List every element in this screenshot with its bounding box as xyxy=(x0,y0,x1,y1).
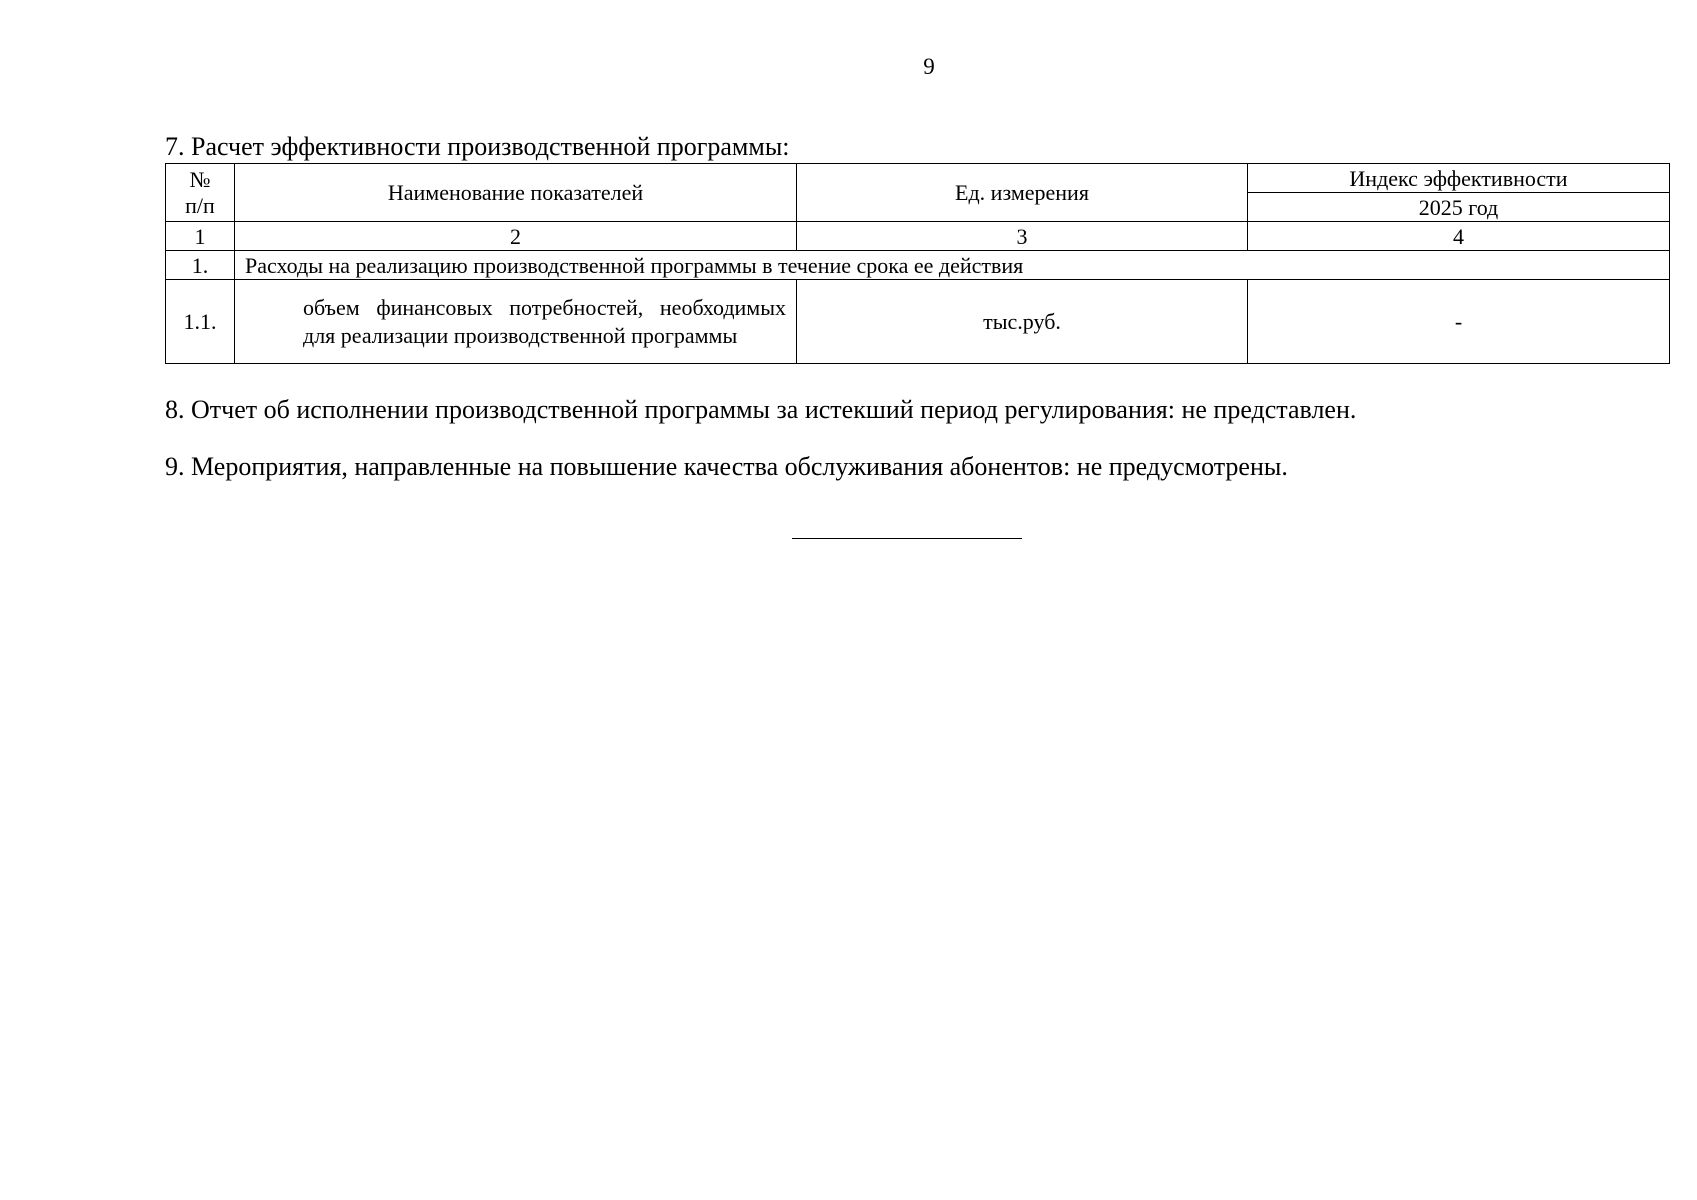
efficiency-table xyxy=(165,163,1670,364)
group-num: 1. xyxy=(166,251,235,280)
group-row xyxy=(166,251,1670,280)
row-name: объем финансовых потребностей, необходимых для реализации производственной программы xyxy=(235,280,797,364)
end-divider-line xyxy=(792,538,1022,539)
header-unit: Ед. измерения xyxy=(797,164,1248,222)
page-number: 9 xyxy=(923,54,935,79)
section-8-text: 8. Отчет об исполнении производственной программы за истекший период регулирования: не представлен. xyxy=(165,395,1357,424)
header-num-line2: п/п xyxy=(185,192,215,218)
header-year: 2025 год xyxy=(1248,193,1670,222)
column-number-3: 3 xyxy=(797,222,1248,251)
header-name: Наименование показателей xyxy=(235,164,797,222)
table-row xyxy=(166,280,1670,364)
header-num-cell xyxy=(166,164,235,222)
column-numbers-row xyxy=(166,222,1670,251)
header-num-line1: № xyxy=(189,166,211,192)
table-header-row xyxy=(166,164,1670,193)
column-number-4: 4 xyxy=(1248,222,1670,251)
section-7-heading: 7. Расчет эффективности производственной программы: xyxy=(165,132,790,161)
column-number-1: 1 xyxy=(166,222,235,251)
header-index: Индекс эффективности xyxy=(1248,164,1670,193)
row-value: - xyxy=(1248,280,1670,364)
row-num: 1.1. xyxy=(166,280,235,364)
column-number-2: 2 xyxy=(235,222,797,251)
row-unit: тыс.руб. xyxy=(797,280,1248,364)
efficiency-table-container xyxy=(165,163,1669,364)
group-label: Расходы на реализацию производственной программы в течение срока ее действия xyxy=(235,251,1670,280)
section-9-text: 9. Мероприятия, направленные на повышение качества обслуживания абонентов: не предусмотрены. xyxy=(165,452,1288,481)
